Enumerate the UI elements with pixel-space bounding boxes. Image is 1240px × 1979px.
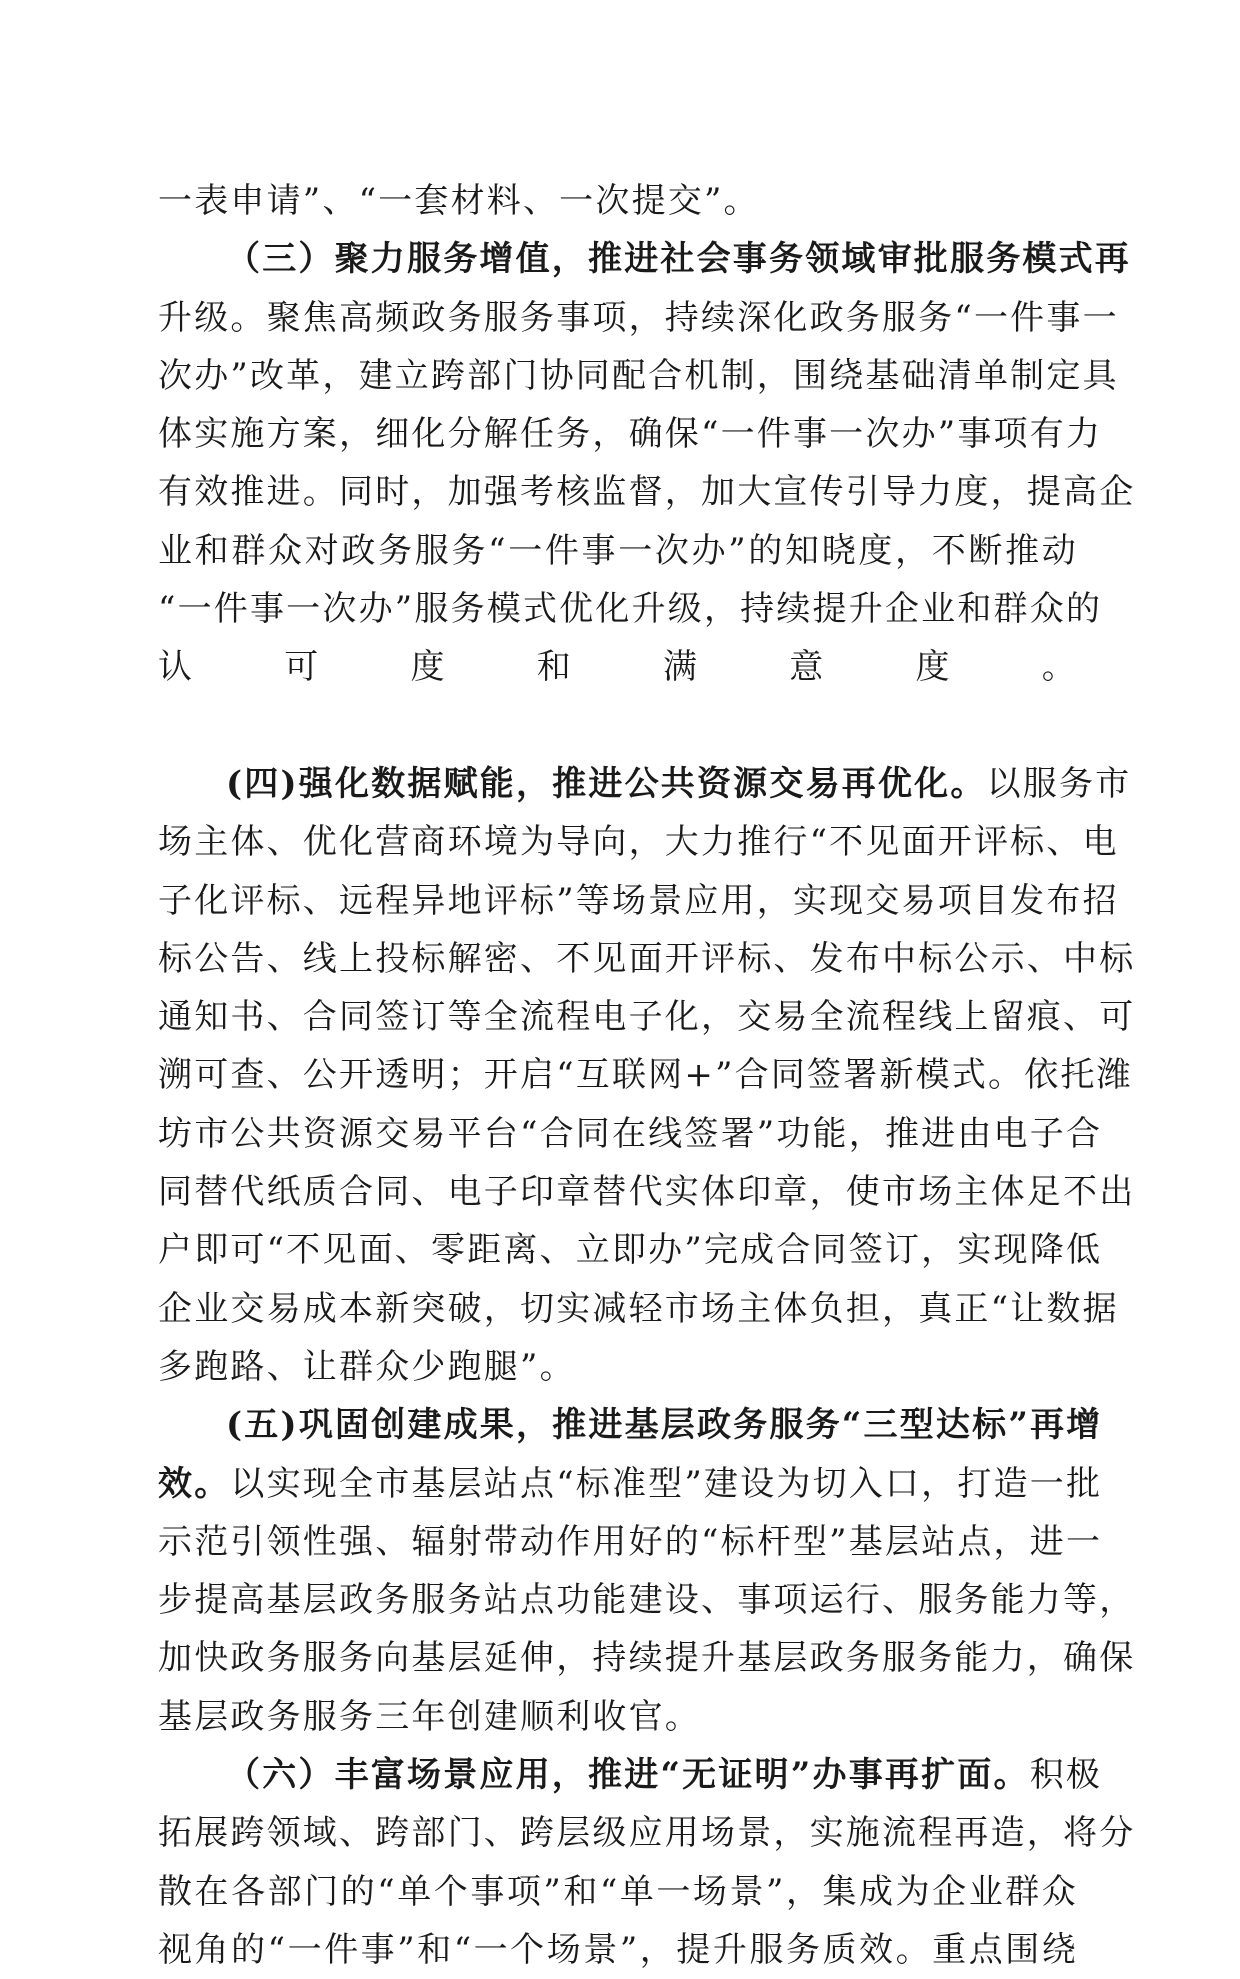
paragraph-6-first-line-rest: 积极 (1029, 1755, 1103, 1796)
paragraph-5-heading-end: 效。 (158, 1463, 231, 1504)
paragraph-3 (158, 230, 1136, 755)
paragraph-4-line: 同替代纸质合同、电子印章替代实体印章，使市场主体足不出 (158, 1172, 1136, 1213)
paragraph-3-line: 次办”改革，建立跨部门协同配合机制，围绕基础清单制定具 (158, 355, 1119, 396)
paragraph-4-line: 通知书、合同签订等全流程电子化，交易全流程线上留痕、可 (158, 997, 1136, 1038)
paragraph-4-line: 户即可“不见面、零距离、立即办”完成合同签订，实现降低 (158, 1230, 1103, 1271)
paragraph-5-line: 加快政务服务向基层延伸，持续提升基层政务服务能力，确保 (158, 1638, 1136, 1679)
paragraph-4 (158, 755, 1136, 1396)
paragraph-4-line: 场主体、优化营商环境为导向，大力推行“不见面开评标、电 (158, 822, 1119, 863)
paragraph-3-line: 体实施方案，细化分解任务，确保“一件事一次办”事项有力 (158, 414, 1103, 455)
paragraph-4-first-line-rest: 以服务市 (986, 763, 1132, 804)
paragraph-3-line: 升级。聚焦高频政务服务事项，持续深化政务服务“一件事一 (158, 297, 1119, 338)
paragraph-6-line: 拓展跨领域、跨部门、跨层级应用场景，实施流程再造，将分 (158, 1813, 1136, 1854)
paragraph-4-heading: (四)强化数据赋能，推进公共资源交易再优化。 (226, 763, 987, 804)
paragraph-3-line: 认可度和满意度。 (158, 647, 1078, 688)
paragraph-5-line: 步提高基层政务服务站点功能建设、事项运行、服务能力等， (158, 1580, 1136, 1621)
paragraph-5-second-line (158, 1455, 1103, 1513)
paragraph-4-line: 标公告、线上投标解密、不见面开评标、发布中标公示、中标 (158, 938, 1136, 979)
paragraph-6-line: 视角的“一件事”和“一个场景”，提升服务质效。重点围绕 (158, 1929, 1078, 1970)
paragraph-3-line: 业和群众对政务服务“一件事一次办”的知晓度，不断推动 (158, 530, 1078, 571)
paragraph-3-heading: （三）聚力服务增值，推进社会事务领域审批服务模式再 (226, 239, 1131, 280)
paragraph-6 (158, 1746, 1136, 1979)
paragraph-4-line: 子化评标、远程异地评标”等场景应用，实现交易项目发布招 (158, 880, 1119, 921)
continuation-line: 一表申请”、“一套材料、一次提交”。 (158, 181, 760, 221)
paragraph-3-line: 有效推进。同时，加强考核监督，加大宣传引导力度，提高企 (158, 472, 1136, 513)
paragraph-4-line: 多跑路、让群众少跑腿”。 (158, 1346, 576, 1387)
paragraph-6-line: 散在各部门的“单个事项”和“单一场景”，集成为企业群众 (158, 1871, 1078, 1912)
paragraph-5 (158, 1396, 1136, 1746)
paragraph-4-line: 企业交易成本新突破，切实减轻市场主体负担，真正“让数据 (158, 1288, 1119, 1329)
paragraph-5-line: 示范引领性强、辐射带动作用好的“标杆型”基层站点，进一 (158, 1521, 1103, 1562)
paragraph-6-heading: （六）丰富场景应用，推进“无证明”办事再扩面。 (226, 1755, 1030, 1796)
paragraph-3-line (158, 697, 1078, 755)
paragraph-4-line: 溯可查、公开透明；开启“互联网+”合同签署新模式。依托潍 (158, 1055, 1133, 1096)
paragraph-4-line: 坊市公共资源交易平台“合同在线签署”功能，推进由电子合 (158, 1113, 1103, 1154)
document-page (158, 172, 1136, 1979)
paragraph-5-line: 基层政务服务三年创建顺利收官。 (158, 1696, 701, 1737)
paragraph-3-line: “一件事一次办”服务模式优化升级，持续提升企业和群众的 (158, 589, 1103, 630)
paragraph-5-heading: (五)巩固创建成果，推进基层政务服务“三型达标”再增 (226, 1405, 1103, 1446)
paragraph-5-second-line-rest: 以实现全市基层站点“标准型”建设为切入口，打造一批 (230, 1463, 1103, 1504)
paragraph-6-first-line (158, 1746, 1103, 1804)
paragraph-4-first-line (158, 755, 1132, 813)
